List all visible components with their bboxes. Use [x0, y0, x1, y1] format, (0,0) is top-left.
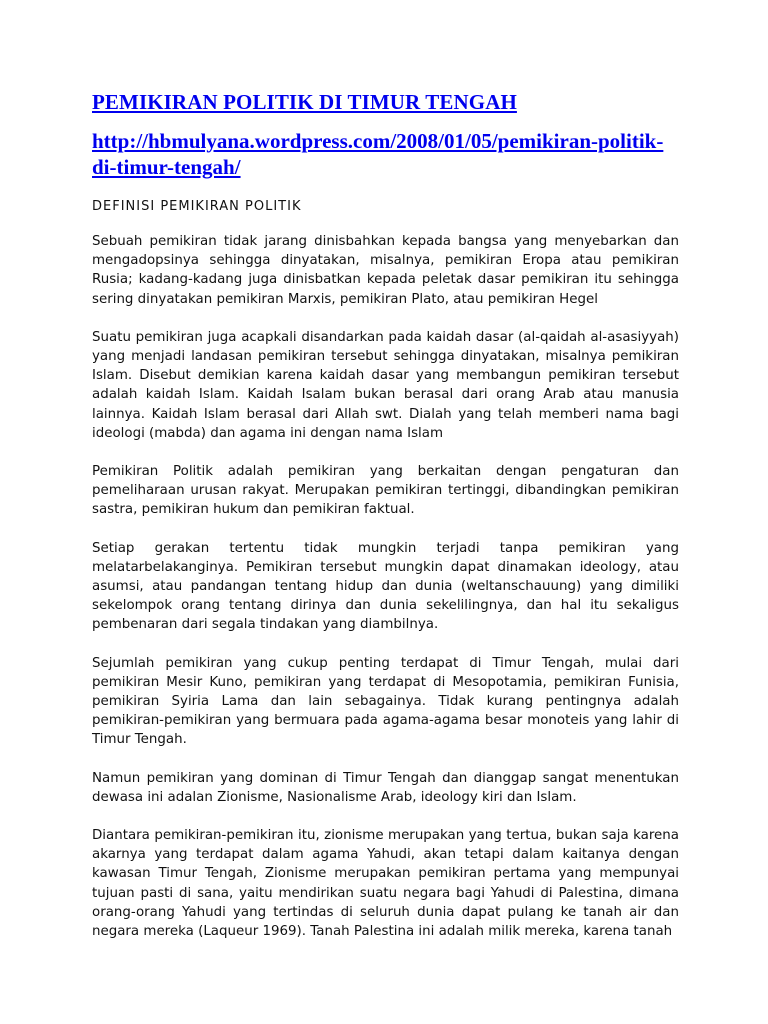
- paragraph-6: Namun pemikiran yang dominan di Timur Tengah dan dianggap sangat menentukan dewasa ini adalan Zionisme, Nasionalisme Arab, ideology kiri dan Islam.: [92, 770, 679, 805]
- source-link[interactable]: http://hbmulyana.wordpress.com/2008/01/05/pemikiran-politik-di-timur-tengah/: [92, 129, 664, 179]
- document-title: PEMIKIRAN POLITIK DI TIMUR TENGAH: [92, 90, 517, 114]
- paragraph-7: Diantara pemikiran-pemikiran itu, zionisme merupakan yang tertua, bukan saja karena akarnya yang terdapat dalam agama Yahudi, akan tetapi dalam kaitanya dengan kawasan Timur Tengah, Zionisme merupakan pemikiran pertama yang mempunyai tujuan pasti di sana, yaitu mendirikan suatu negara bagi Yahudi di Palestina, dimana orang-orang Yahudi yang tertindas di seluruh dunia dapat pulang ke tanah air dan negara mereka (Laqueur 1969). Tanah Palestina ini adalah milik mereka, karena tanah: [92, 828, 679, 940]
- document-page: [92, 88, 679, 960]
- paragraph-3: Pemikiran Politik adalah pemikiran yang berkaitan dengan pengaturan dan pemeliharaan urusan rakyat. Merupakan pemikiran tertinggi, dibandingkan pemikiran sastra, pemikiran hukum dan pemikiran faktual.: [92, 464, 679, 518]
- section-heading: DEFINISI PEMIKIRAN POLITIK: [92, 199, 302, 214]
- paragraph-5: Sejumlah pemikiran yang cukup penting terdapat di Timur Tengah, mulai dari pemikiran Mesir Kuno, pemikiran yang terdapat di Mesopotamia, pemikiran Funisia, pemikiran Syiria Lama dan lain sebagainya. Tidak kurang pentingnya adalah pemikiran-pemikiran yang bermuara pada agama-agama besar monoteis yang lahir di Timur Tengah.: [92, 655, 679, 748]
- paragraph-4: Setiap gerakan tertentu tidak mungkin terjadi tanpa pemikiran yang melatarbelakanginya. Pemikiran tersebut mungkin dapat dinamakan ideology, atau asumsi, atau pandangan tentang hidup dan dunia (weltanschauung) yang dimiliki sekelompok orang tentang dirinya dan dunia sekelilingnya, dan hal itu sekaligus pembenaran dari segala tindakan yang diambilnya.: [92, 540, 679, 633]
- paragraph-1: Sebuah pemikiran tidak jarang dinisbahkan kepada bangsa yang menyebarkan dan mengadopsinya sehingga dinyatakan, misalnya, pemikiran Eropa atau pemikiran Rusia; kadang-kadang juga dinisbatkan kepada peletak dasar pemikiran itu sehingga sering dinyatakan pemikiran Marxis, pemikiran Plato, atau pemikiran Hegel: [92, 234, 679, 307]
- paragraph-2: Suatu pemikiran juga acapkali disandarkan pada kaidah dasar (al-qaidah al-asasiyyah) yang menjadi landasan pemikiran tersebut sehingga dinyatakan, misalnya pemikiran Islam. Disebut demikian karena kaidah dasar yang membangun pemikiran tersebut adalah kaidah Islam. Kaidah Isalam bukan berasal dari orang Arab atau manusia lainnya. Kaidah Islam berasal dari Allah swt. Dialah yang telah memberi nama bagi ideologi (mabda) dan agama ini dengan nama Islam: [92, 329, 679, 441]
